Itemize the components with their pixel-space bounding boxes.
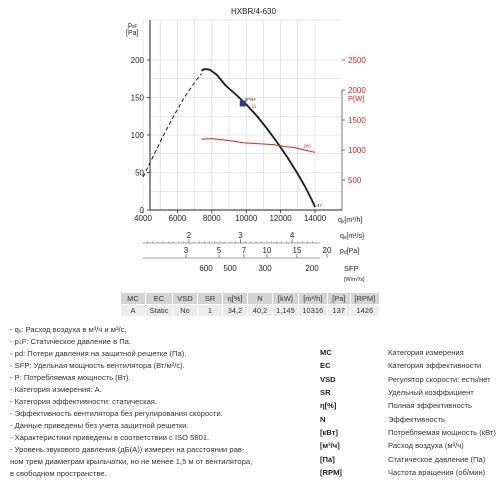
y2-tick-label: 1000 (348, 146, 366, 155)
legend-key: [м³/ч] (320, 441, 340, 451)
table-header-cell: N (248, 293, 273, 305)
y2-tick-label: 500 (348, 176, 362, 185)
legend-row (320, 399, 496, 412)
secondary-tick-label: 4 (289, 231, 295, 240)
legend-desc: Эффективность (388, 414, 445, 424)
table-header-cell: EC (146, 293, 173, 305)
chart-title: HXBR/4-630 (231, 7, 276, 16)
legend-key: VSD (320, 374, 336, 384)
note-item: - Уровень звукового давления (дБ(А)) измерен на расстоянии рав- (10, 445, 245, 454)
y-tick-label: 100 (130, 131, 144, 140)
secondary-tick-label: 300 (258, 264, 272, 273)
table-cell: 1426 (350, 305, 379, 317)
secondary-axis-qv-ms (143, 231, 364, 243)
point-label: ηmax (244, 96, 256, 102)
secondary-tick-label: 3 (183, 246, 189, 255)
legend-desc: Расход воздуха (м³/ч) (388, 441, 464, 451)
table-cell: 1 (198, 305, 223, 317)
y-tick-label: 0 (139, 206, 144, 215)
secondary-tick-label: 5 (216, 246, 222, 255)
legend-desc: Удельный коэффициент (388, 388, 474, 398)
y2-axis-ticks (342, 56, 366, 185)
secondary-tick-label: 500 (223, 264, 237, 273)
legend-desc: Потребляемая мощность (кВт) (388, 427, 496, 437)
legend-key: EC (320, 361, 331, 371)
table-cell: 40,2 (248, 305, 273, 317)
table-header-cell: [kW] (273, 293, 299, 305)
y-axis-label: psF (128, 22, 138, 30)
x-axis-label: qv[m³/h] (338, 217, 363, 225)
x-tick-label: 4000 (134, 214, 152, 223)
note-item: в свободном пространстве. (10, 469, 107, 478)
table-cell: No (173, 305, 198, 317)
x-tick-label: 8000 (202, 214, 221, 223)
fan-data-table (120, 292, 380, 317)
table-header-cell: [Pa] (327, 293, 350, 305)
secondary-tick-label: 15 (292, 246, 302, 255)
point-label: 100 (303, 143, 311, 149)
legend-row (320, 426, 496, 439)
note-item: - SFP: Удельная мощность вентилятора (Вт/м³/с). (10, 361, 185, 370)
y-axis-ticks (131, 56, 150, 215)
table-header-cell: η[%] (223, 293, 248, 305)
legend-desc: Статическое давление (Па) (388, 454, 486, 464)
y2-axis-label: P[W] (348, 94, 365, 103)
legend-key: SR (320, 388, 331, 398)
x-tick-label: 14000 (303, 214, 327, 223)
secondary-tick-label: 10 (262, 246, 272, 255)
secondary-tick-label: 3 (238, 231, 243, 240)
x-tick-label: 12000 (269, 214, 292, 223)
note-item: - pd: Потери давления на защитной решетке (Па). (10, 349, 187, 358)
abbreviation-legend (320, 346, 496, 479)
table-cell: Static (146, 305, 173, 317)
secondary-axis-pd (143, 246, 359, 258)
legend-row (320, 439, 496, 452)
legend-row (320, 466, 496, 479)
legend-desc: Полная эффективность (388, 401, 472, 411)
note-item: - P: Потребляемая мощность (Вт). (10, 373, 131, 382)
secondary-axis-sfp-unit: [W/m³/s] (344, 277, 365, 283)
y2-tick-label: 2500 (348, 56, 366, 65)
secondary-tick-label: 200 (305, 264, 319, 273)
legend-key: [кВт] (320, 427, 338, 437)
legend-row (320, 373, 496, 386)
y-tick-label: 50 (135, 168, 144, 178)
legend-desc: Частота вращения (об/мин) (388, 467, 486, 477)
legend-row (320, 346, 496, 359)
table-cell: A (121, 305, 146, 317)
y2-tick-label: 1500 (348, 116, 366, 125)
y-axis-unit: [Pa] (126, 30, 139, 37)
secondary-axis-sfp (199, 264, 365, 283)
secondary-tick-label: 600 (199, 264, 213, 273)
legend-key: N (320, 414, 326, 424)
note-item: - pₛF: Статическое давление в Па. (10, 337, 132, 346)
legend-key: [Па] (320, 454, 335, 464)
note-item: - Категория эффективности: статическая. (10, 397, 158, 406)
table-header-cell: SR (198, 293, 223, 305)
secondary-axis-sfp-label: SFP (344, 264, 359, 273)
notes-list (10, 324, 310, 480)
note-item: - Данные приведены без учета защитной решетки. (10, 421, 189, 430)
table-row (121, 305, 380, 317)
table-header-cell: VSD (173, 293, 198, 305)
legend-row (320, 452, 496, 465)
y2-tick-label: 2000 (348, 86, 366, 95)
secondary-tick-label: 2 (186, 231, 192, 240)
note-item: ном трем диаметрам крыльчатки, но не менее 1,5 м от вентилятора, (10, 457, 253, 466)
x-tick-label: 6000 (168, 214, 187, 223)
legend-row (320, 386, 496, 399)
legend-key: η[%] (320, 401, 337, 411)
table-header-cell: [RPM] (350, 293, 379, 305)
note-item: - Категория измерения: A. (10, 385, 102, 394)
x-axis-ticks (134, 210, 327, 223)
table-cell: 1,145 (273, 305, 299, 317)
secondary-tick-label: 7 (241, 246, 247, 255)
secondary-tick-label: 20 (322, 246, 332, 255)
point-label: 47 (317, 203, 323, 208)
table-header-row (121, 293, 380, 305)
table-header-cell: MC (121, 293, 146, 305)
legend-key: MC (320, 348, 332, 358)
legend-row (320, 412, 496, 425)
note-item: - qᵥ: Расход воздуха в м³/ч и м³/с. (10, 325, 127, 334)
table-cell: 10316 (298, 305, 327, 317)
legend-key: [RPM] (320, 467, 342, 477)
note-item: - Характеристики приведены в соответствии с ISO 5801. (10, 433, 210, 442)
note-item: - Эффективность вентилятора без регулирования скорости. (10, 409, 223, 418)
table-cell: 34,2 (223, 305, 248, 317)
legend-row (320, 359, 496, 372)
point-label: 11 (251, 103, 257, 109)
secondary-axis-pd-label: pd[Pa] (340, 248, 360, 256)
legend-desc: Категория измерения (388, 348, 464, 358)
x-tick-label: 10000 (235, 214, 258, 223)
secondary-axis-qv-label: qv[m³/s] (340, 233, 364, 241)
table-cell: 137 (327, 305, 350, 317)
legend-desc: Категория эффективности (388, 361, 482, 371)
table-header-cell: [m³/h] (298, 293, 327, 305)
legend-desc: Регулятор скорости: есть/нет (388, 374, 491, 384)
y-tick-label: 200 (130, 56, 144, 65)
y-tick-label: 150 (130, 93, 144, 103)
